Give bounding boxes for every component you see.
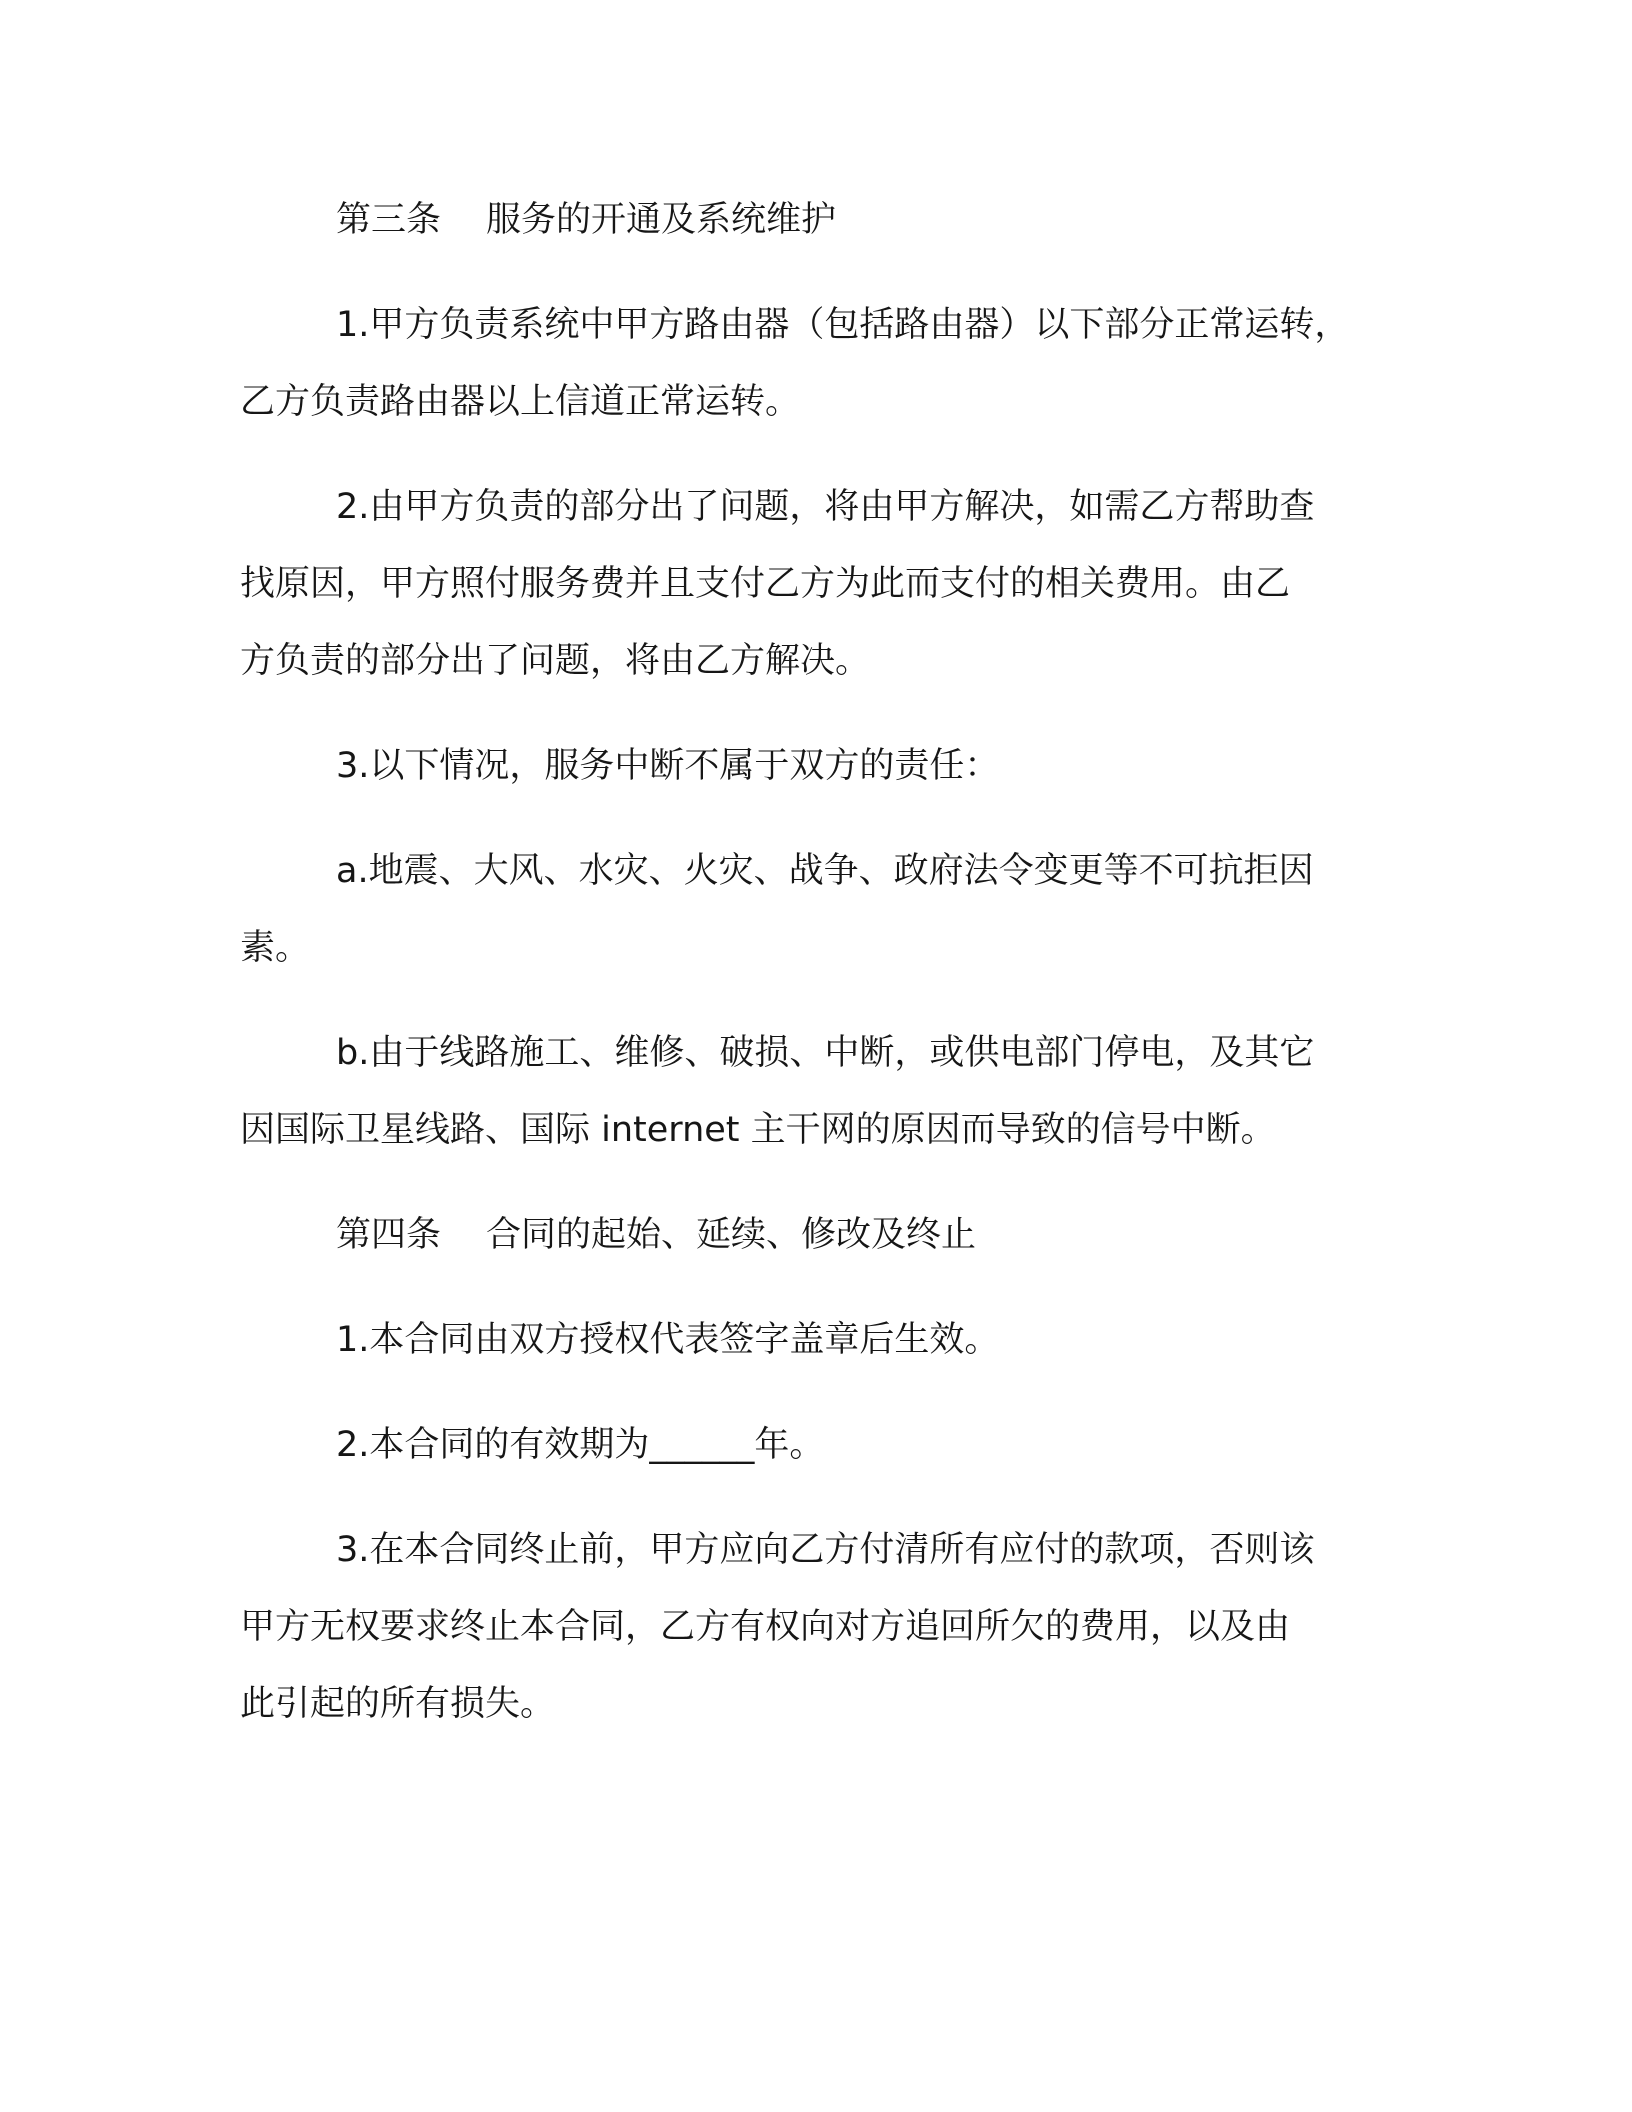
clause-line: 因国际卫星线路、国际 internet 主干网的原因而导致的信号中断。 (240, 1110, 1276, 1150)
article-4-clause-3 (240, 1512, 1390, 1743)
article-3-clause-3 (240, 728, 1390, 805)
article-4-heading (240, 1197, 1390, 1274)
clause-line: 此引起的所有损失。 (240, 1684, 556, 1724)
clause-line: 3.以下情况，服务中断不属于双方的责任： (336, 746, 1000, 786)
clause-line: 2.本合同的有效期为______年。 (336, 1425, 825, 1465)
clause-line: 1.本合同由双方授权代表签字盖章后生效。 (336, 1320, 1000, 1360)
clause-line: 素。 (240, 928, 311, 968)
clause-line: a.地震、大风、水灾、火灾、战争、政府法令变更等不可抗拒因 (336, 851, 1314, 891)
article-3-item-a (240, 833, 1390, 987)
clause-line: 3.在本合同终止前，甲方应向乙方付清所有应付的款项，否则该 (336, 1530, 1315, 1570)
clause-line: 找原因，甲方照付服务费并且支付乙方为此而支付的相关费用。由乙 (240, 564, 1291, 604)
clause-line: 1.甲方负责系统中甲方路由器（包括路由器）以下部分正常运转， (336, 305, 1350, 345)
article-3-title: 服务的开通及系统维护 (486, 200, 837, 240)
clause-line: 方负责的部分出了问题，将由乙方解决。 (240, 641, 871, 681)
article-4-title: 合同的起始、延续、修改及终止 (486, 1215, 977, 1255)
article-4-clause-2 (240, 1407, 1390, 1484)
article-3-clause-1 (240, 287, 1390, 441)
article-3-number: 第三条 (336, 200, 442, 240)
article-3-clause-2 (240, 469, 1390, 700)
clause-line: 甲方无权要求终止本合同，乙方有权向对方追回所欠的费用，以及由 (240, 1607, 1291, 1647)
clause-line: 2.由甲方负责的部分出了问题，将由甲方解决，如需乙方帮助查 (336, 487, 1315, 527)
clause-line: 乙方负责路由器以上信道正常运转。 (240, 382, 801, 422)
clause-line: b.由于线路施工、维修、破损、中断，或供电部门停电，及其它 (336, 1033, 1315, 1073)
document-body (240, 182, 1390, 1771)
article-3-heading (240, 182, 1390, 259)
article-4-number: 第四条 (336, 1215, 442, 1255)
article-3-item-b (240, 1015, 1390, 1169)
article-4-clause-1 (240, 1302, 1390, 1379)
